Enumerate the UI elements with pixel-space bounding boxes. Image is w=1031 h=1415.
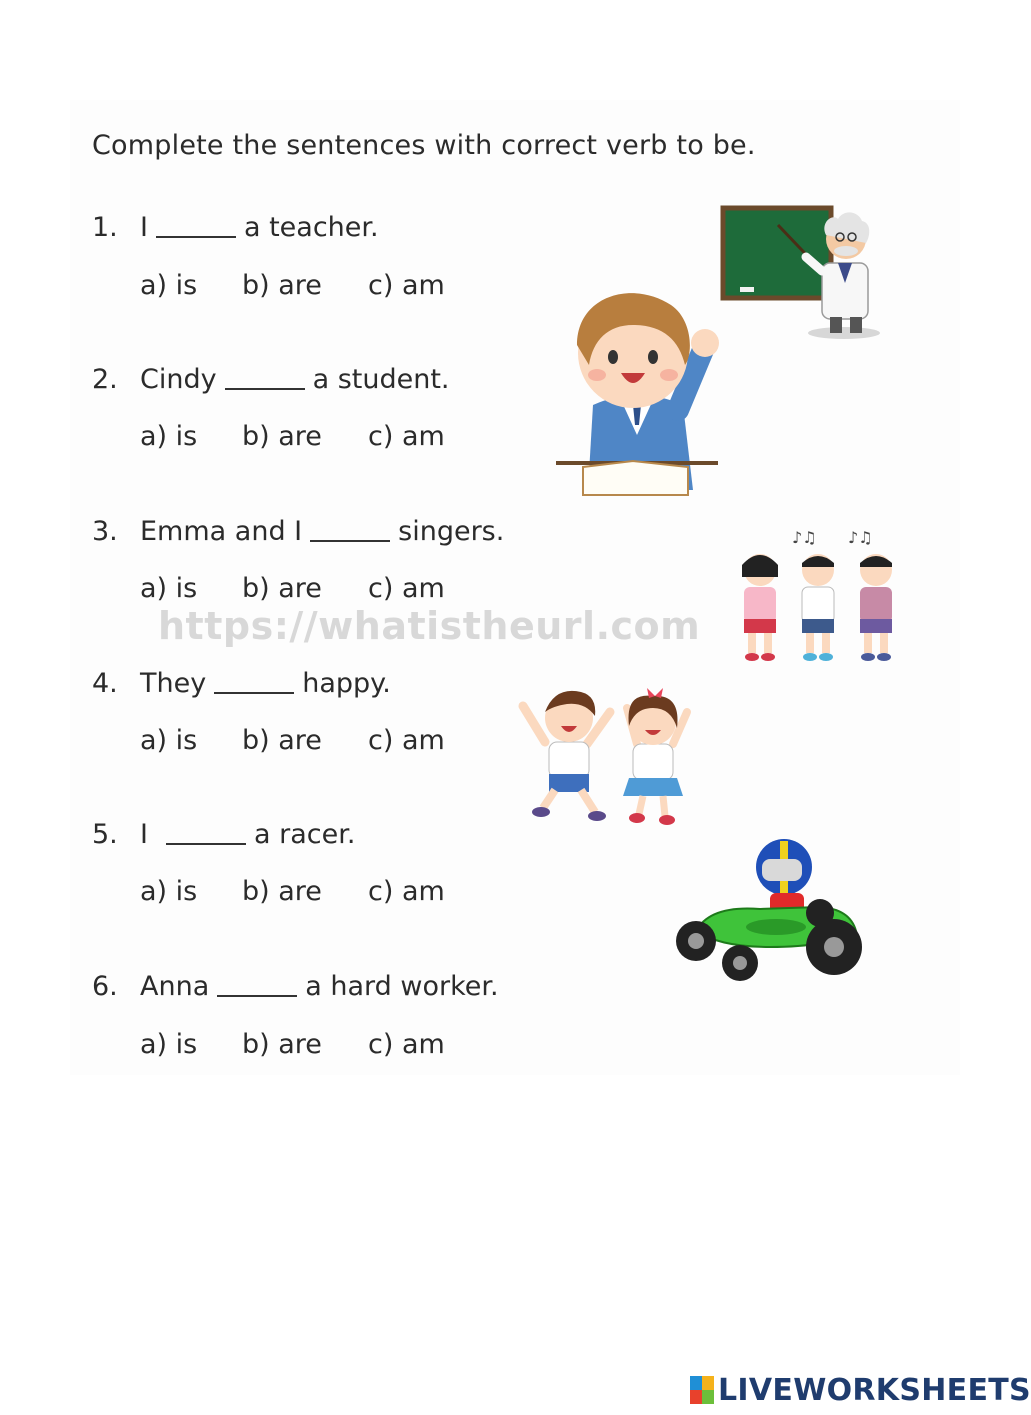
svg-text:♪♫: ♪♫ xyxy=(792,528,817,547)
sentence-start: Emma and I xyxy=(140,516,303,547)
question-number: 1. xyxy=(92,212,118,243)
question-5 xyxy=(92,819,355,850)
option-c[interactable]: c) am xyxy=(368,573,445,604)
watermark-url: https://whatistheurl.com xyxy=(158,604,701,648)
question-1 xyxy=(92,212,379,243)
option-b[interactable]: b) are xyxy=(242,573,322,604)
sentence-end: a hard worker. xyxy=(305,971,499,1002)
sentence-end: a teacher. xyxy=(243,212,379,243)
option-a[interactable]: a) is xyxy=(140,421,198,452)
option-c[interactable]: c) am xyxy=(368,1029,445,1060)
student-illustration xyxy=(553,285,723,500)
option-c[interactable]: c) am xyxy=(368,421,445,452)
sentence-end: a racer. xyxy=(253,819,356,850)
sentence-start: I xyxy=(140,819,148,850)
option-b[interactable]: b) are xyxy=(242,876,322,907)
sentence-start: Cindy xyxy=(140,364,217,395)
option-a[interactable]: a) is xyxy=(140,725,198,756)
question-number: 4. xyxy=(92,668,118,699)
options-1 xyxy=(140,270,445,301)
options-5 xyxy=(140,876,445,907)
answer-blank[interactable] xyxy=(156,236,236,238)
sentence-start: Anna xyxy=(140,971,210,1002)
racer-illustration xyxy=(670,835,870,985)
answer-blank[interactable] xyxy=(310,540,390,542)
option-a[interactable]: a) is xyxy=(140,270,198,301)
sentence-start: I xyxy=(140,212,148,243)
options-3 xyxy=(140,573,445,604)
answer-blank[interactable] xyxy=(214,692,294,694)
option-a[interactable]: a) is xyxy=(140,876,198,907)
sentence-end: a student. xyxy=(312,364,450,395)
option-b[interactable]: b) are xyxy=(242,270,322,301)
answer-blank[interactable] xyxy=(166,843,246,845)
question-number: 6. xyxy=(92,971,118,1002)
option-c[interactable]: c) am xyxy=(368,876,445,907)
singers-illustration xyxy=(730,515,900,665)
question-number: 3. xyxy=(92,516,118,547)
question-2 xyxy=(92,364,450,395)
liveworksheets-logo[interactable] xyxy=(690,1372,1031,1408)
option-b[interactable]: b) are xyxy=(242,421,322,452)
sentence-start: They xyxy=(140,668,207,699)
options-6 xyxy=(140,1029,445,1060)
sentence-end: singers. xyxy=(398,516,505,547)
answer-blank[interactable] xyxy=(225,388,305,390)
question-4 xyxy=(92,668,391,699)
teacher-illustration xyxy=(720,205,890,345)
brand-name: LIVEWORKSHEETS xyxy=(718,1372,1031,1408)
option-a[interactable]: a) is xyxy=(140,573,198,604)
instruction-heading: Complete the sentences with correct verb to be. xyxy=(92,130,756,161)
happy-kids-illustration xyxy=(515,682,695,827)
answer-blank[interactable] xyxy=(217,995,297,997)
sentence-end: happy. xyxy=(302,668,391,699)
option-b[interactable]: b) are xyxy=(242,725,322,756)
options-4 xyxy=(140,725,445,756)
svg-text:♪♫: ♪♫ xyxy=(848,528,873,547)
question-number: 2. xyxy=(92,364,118,395)
question-3 xyxy=(92,516,504,547)
options-2 xyxy=(140,421,445,452)
option-c[interactable]: c) am xyxy=(368,270,445,301)
option-c[interactable]: c) am xyxy=(368,725,445,756)
option-b[interactable]: b) are xyxy=(242,1029,322,1060)
question-6 xyxy=(92,971,499,1002)
liveworksheets-logo-icon xyxy=(690,1376,714,1404)
option-a[interactable]: a) is xyxy=(140,1029,198,1060)
question-number: 5. xyxy=(92,819,118,850)
